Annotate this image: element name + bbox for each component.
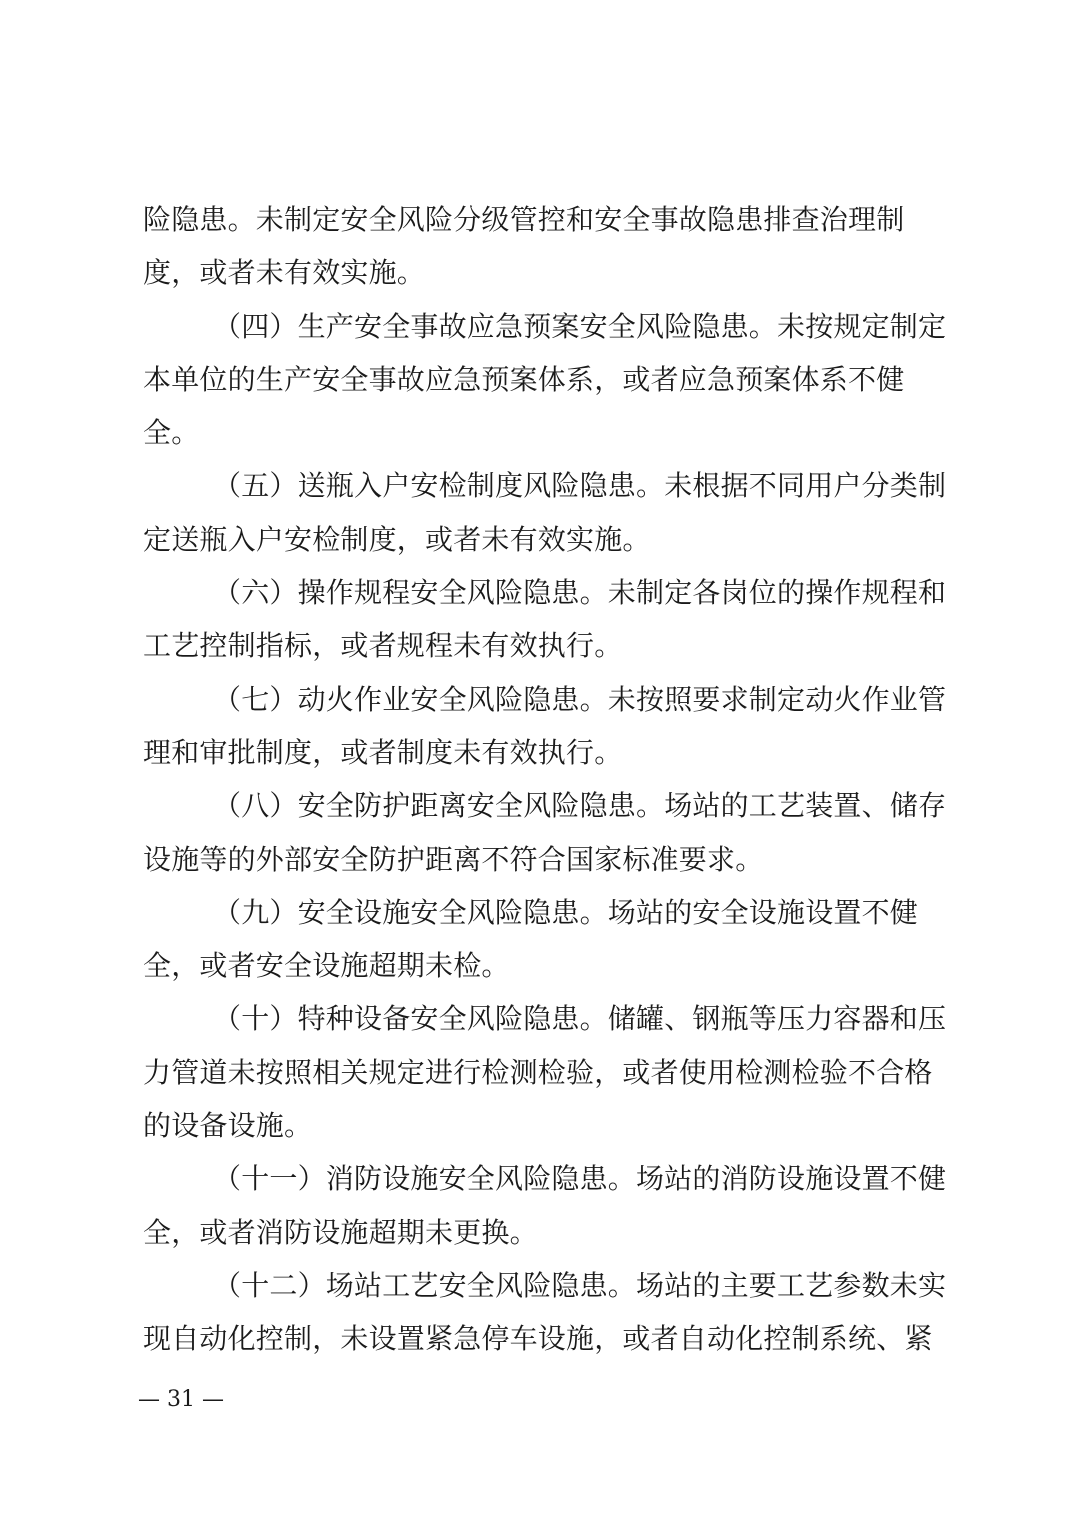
text-line: 的设备设施。 [143, 1109, 313, 1143]
text-line: 现自动化控制，未设置紧急停车设施，或者自动化控制系统、紧 [143, 1322, 933, 1356]
text-line: 定送瓶入户安检制度，或者未有效实施。 [143, 522, 651, 556]
text-line: 力管道未按照相关规定进行检测检验，或者使用检测检验不合格 [143, 1055, 933, 1089]
text-line: （十二）场站工艺安全风险隐患。场站的主要工艺参数未实 [213, 1268, 947, 1302]
text-line: （五）送瓶入户安检制度风险隐患。未根据不同用户分类制 [213, 469, 947, 503]
body-text [143, 193, 947, 1366]
text-line: 设施等的外部安全防护距离不符合国家标准要求。 [143, 842, 764, 876]
page-number: — 31 — [138, 1387, 224, 1412]
text-line: 度，或者未有效实施。 [143, 256, 426, 290]
text-line: 理和审批制度，或者制度未有效执行。 [143, 735, 623, 769]
text-line: 全，或者安全设施超期未检。 [143, 949, 510, 983]
text-line: （十一）消防设施安全风险隐患。场站的消防设施设置不健 [213, 1162, 947, 1196]
text-line: （十）特种设备安全风险隐患。储罐、钢瓶等压力容器和压 [213, 1002, 947, 1036]
text-line: 险隐患。未制定安全风险分级管控和安全事故隐患排查治理制 [143, 203, 905, 236]
text-line: （九）安全设施安全风险隐患。场站的安全设施设置不健 [213, 895, 919, 929]
text-line: （六）操作规程安全风险隐患。未制定各岗位的操作规程和 [213, 576, 947, 610]
text-line: 全。 [143, 416, 200, 450]
text-line: （八）安全防护距离安全风险隐患。场站的工艺装置、储存 [213, 789, 947, 823]
text-line: （四）生产安全事故应急预案安全风险隐患。未按规定制定 [213, 309, 947, 343]
text-line: （七）动火作业安全风险隐患。未按照要求制定动火作业管 [213, 682, 947, 716]
text-line: 全，或者消防设施超期未更换。 [143, 1215, 538, 1249]
text-line: 本单位的生产安全事故应急预案体系，或者应急预案体系不健 [143, 362, 905, 396]
text-line: 工艺控制指标，或者规程未有效执行。 [143, 629, 623, 663]
